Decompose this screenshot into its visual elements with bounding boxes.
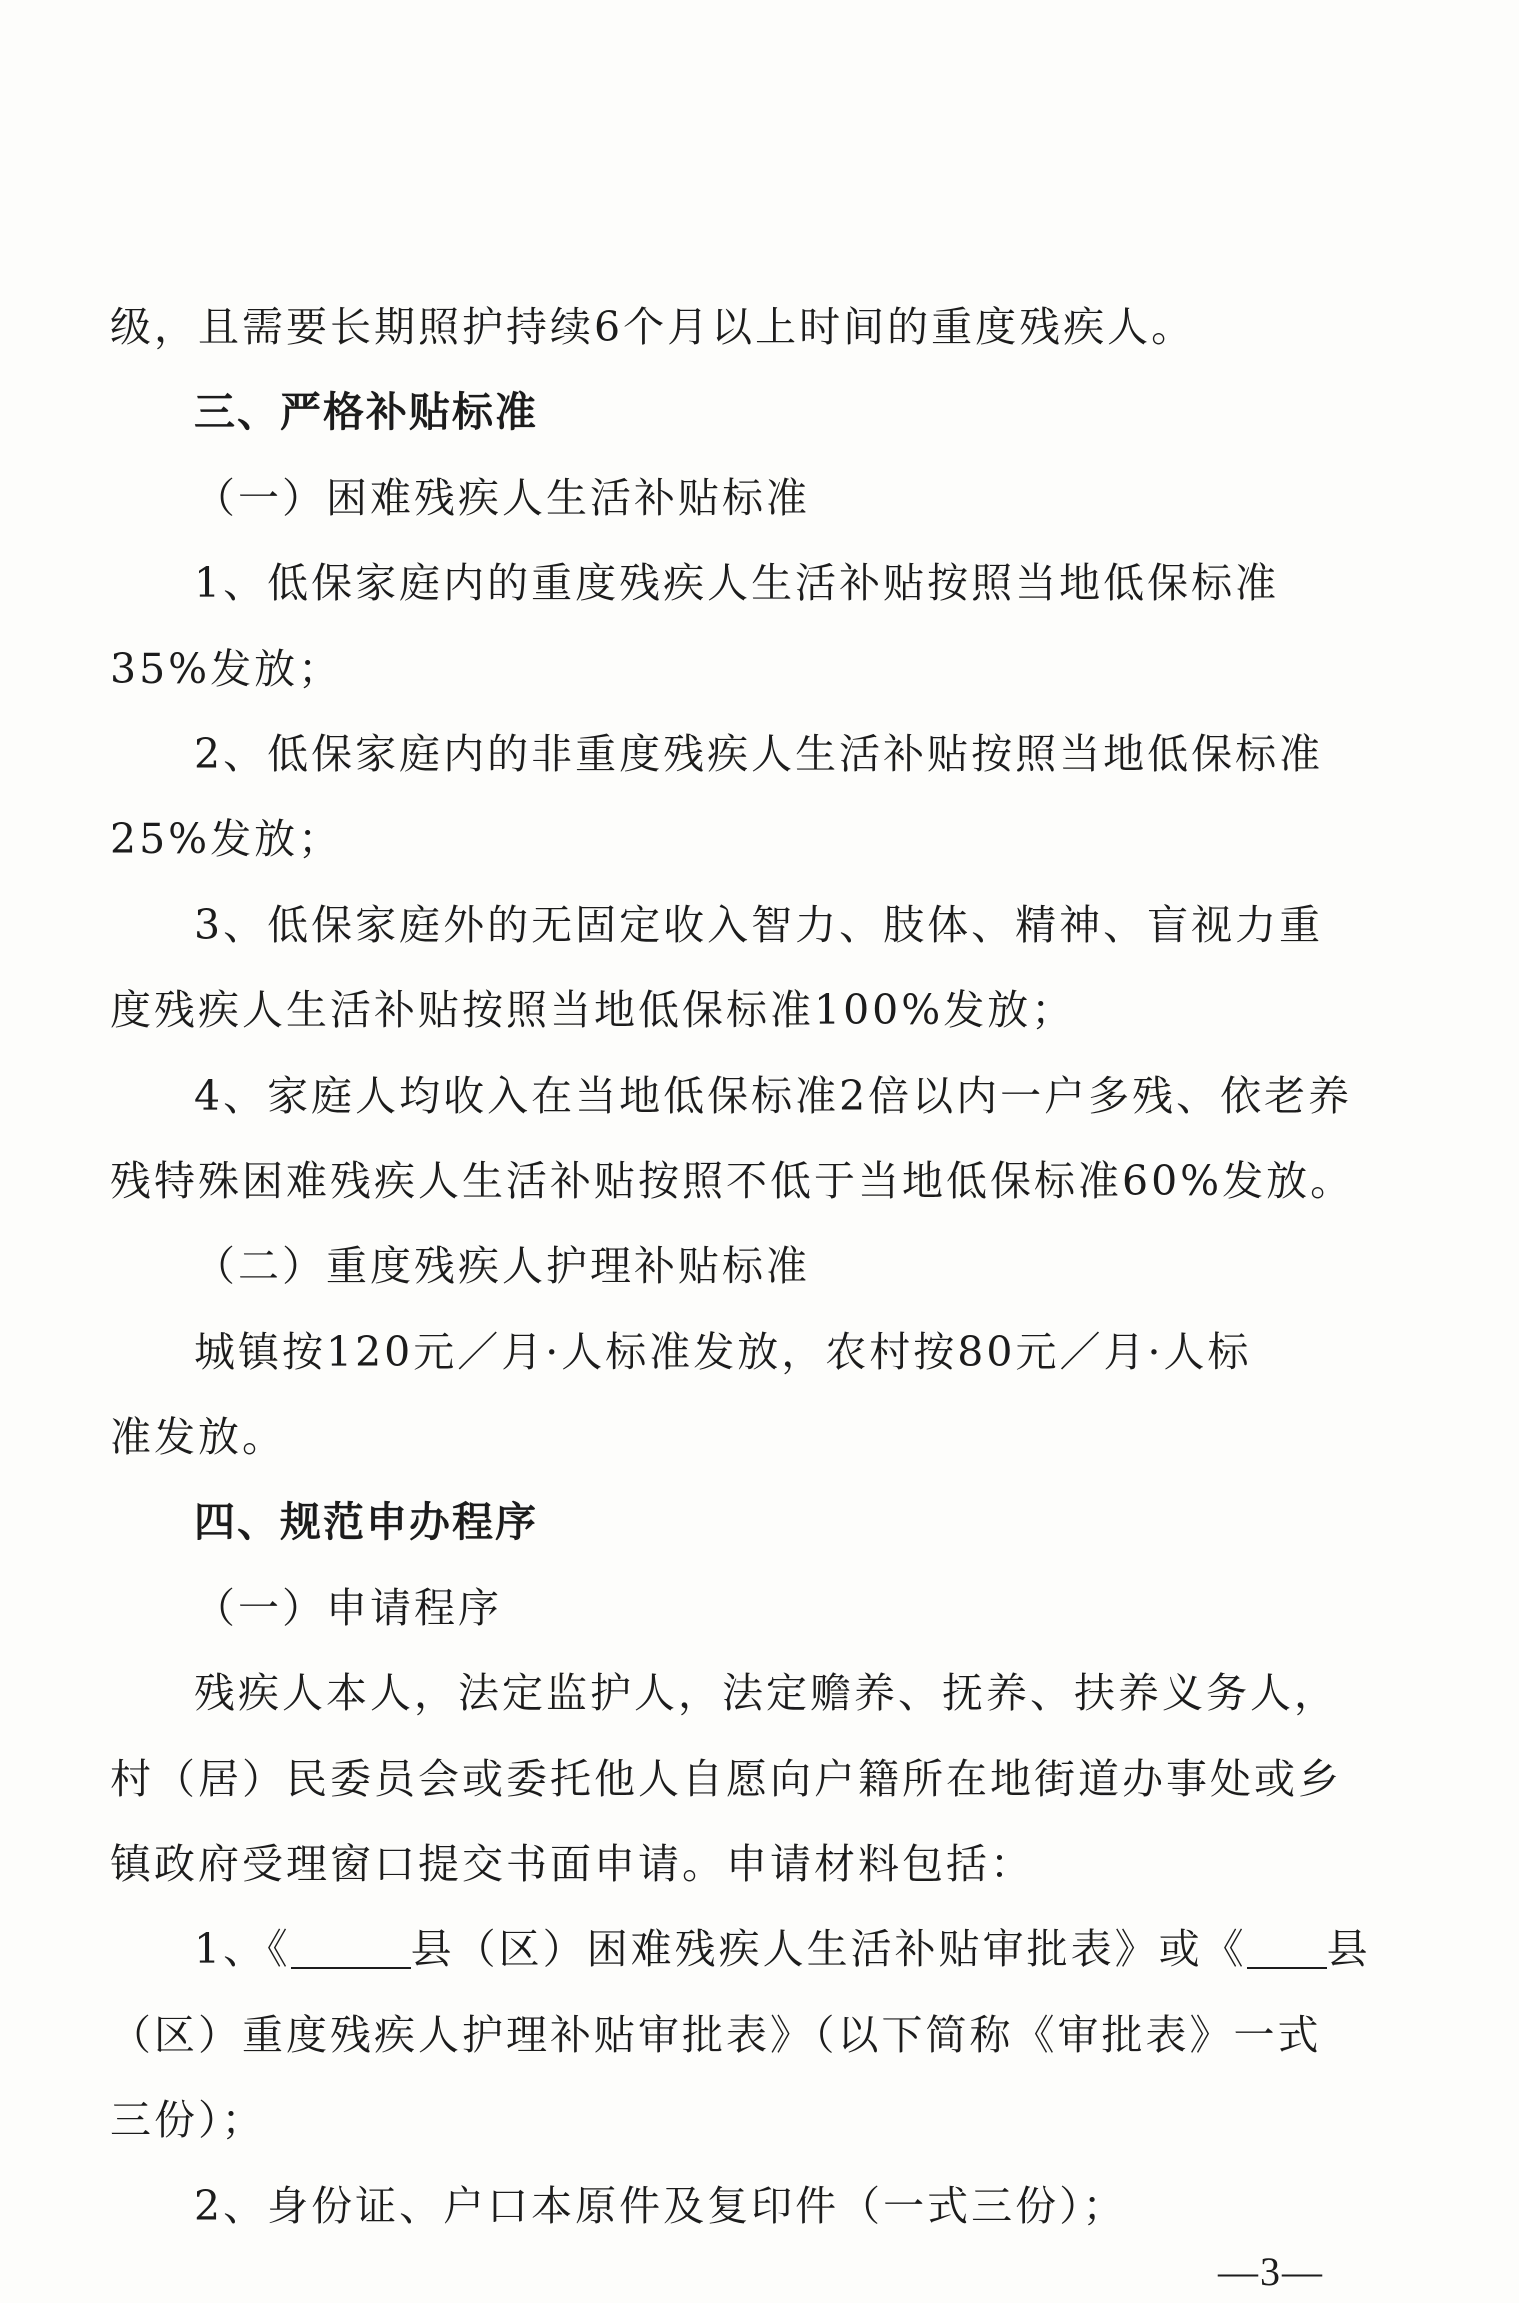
page-number: —3— bbox=[1218, 2249, 1324, 2294]
subsection-heading: （一）困难残疾人生活补贴标准 bbox=[194, 473, 810, 522]
section-heading-3: 三、严格补贴标准 bbox=[194, 388, 538, 437]
document-body bbox=[110, 285, 1371, 2249]
paragraph-line: 三份）； bbox=[110, 2096, 266, 2145]
paragraph-line: 村（居）民委员会或委托他人自愿向户籍所在地街道办事处或乡 bbox=[110, 1754, 1342, 1803]
fill-in-blank bbox=[291, 1926, 411, 1969]
paragraph-line-with-blanks bbox=[110, 1907, 1371, 1992]
paragraph-line: 25%发放； bbox=[110, 815, 343, 864]
subsection-heading: （二）重度残疾人护理补贴标准 bbox=[194, 1242, 810, 1291]
text-segment: 县 bbox=[1326, 1925, 1371, 1974]
paragraph-line: 1、低保家庭内的重度残疾人生活补贴按照当地低保标准 bbox=[194, 559, 1280, 608]
paragraph-line: 35%发放； bbox=[110, 644, 343, 693]
section-heading-4: 四、规范申办程序 bbox=[194, 1498, 538, 1547]
paragraph-line: 3、低保家庭外的无固定收入智力、肢体、精神、盲视力重 bbox=[194, 900, 1324, 949]
paragraph-line: 镇政府受理窗口提交书面申请。申请材料包括： bbox=[110, 1840, 1034, 1889]
paragraph-line: 2、低保家庭内的非重度残疾人生活补贴按照当地低保标准 bbox=[194, 729, 1324, 778]
paragraph-line: 度残疾人生活补贴按照当地低保标准100%发放； bbox=[110, 986, 1076, 1035]
paragraph-line: （区）重度残疾人护理补贴审批表》（以下简称《审批表》一式 bbox=[110, 2010, 1322, 2059]
paragraph-line: 准发放。 bbox=[110, 1413, 286, 1462]
paragraph-line: 城镇按120元／月·人标准发放，农村按80元／月·人标 bbox=[194, 1327, 1252, 1376]
paragraph-line: 残特殊困难残疾人生活补贴按照不低于当地低保标准60%发放。 bbox=[110, 1156, 1355, 1205]
paragraph-line: 级，且需要长期照护持续6个月以上时间的重度残疾人。 bbox=[110, 303, 1196, 351]
text-segment: 县（区）困难残疾人生活补贴审批表》或《 bbox=[410, 1925, 1247, 1974]
text-segment: 1、《 bbox=[194, 1925, 291, 1974]
subsection-heading: （一）申请程序 bbox=[194, 1583, 502, 1632]
paragraph-line: 2、身份证、户口本原件及复印件（一式三份）； bbox=[194, 2181, 1127, 2230]
paragraph-line: 4、家庭人均收入在当地低保标准2倍以内一户多残、依老养 bbox=[194, 1071, 1353, 1120]
fill-in-blank bbox=[1247, 1926, 1327, 1969]
paragraph-line: 残疾人本人，法定监护人，法定赡养、抚养、扶养义务人， bbox=[194, 1669, 1338, 1718]
